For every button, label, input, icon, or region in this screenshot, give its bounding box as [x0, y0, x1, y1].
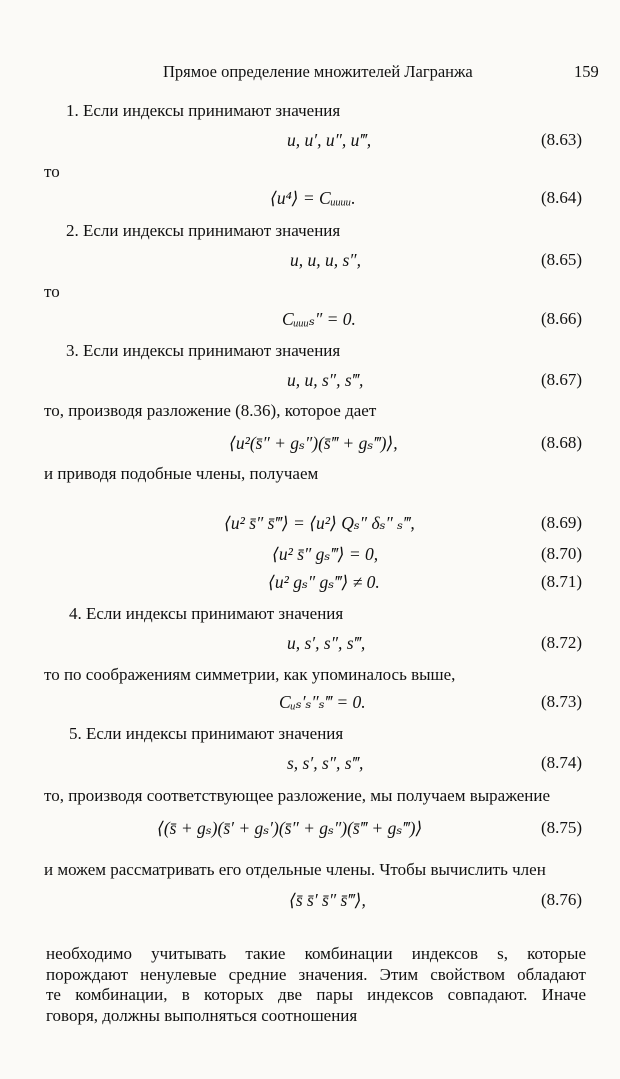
paragraph-line: говоря, должны выполняться соотношения [46, 1005, 358, 1025]
equation-number-8-74: (8.74) [541, 753, 583, 772]
paragraph-line: необходимо учитывать такие комбинации индексов s, которые [46, 944, 586, 963]
equation-number-8-68: (8.68) [541, 433, 583, 452]
equation-number-8-75: (8.75) [541, 818, 583, 837]
text-to-1: то [44, 162, 60, 181]
equation-8-76: ⟨s̄ s̄′ s̄″ s̄‴⟩, [289, 890, 366, 910]
closing-paragraph [46, 944, 586, 1026]
equation-number-8-65: (8.65) [541, 250, 583, 269]
list-item-4: 4. Если индексы принимают значения [69, 604, 344, 623]
list-item-1: 1. Если индексы принимают значения [66, 101, 341, 120]
paragraph-line: те комбинации, в которых две пары индексов совпадают. Иначе [46, 985, 586, 1004]
running-header-title: Прямое определение множителей Лагранжа [163, 62, 473, 81]
equation-number-8-70: (8.70) [541, 544, 583, 563]
equation-8-74: s, s′, s″, s‴, [287, 753, 364, 773]
text-line-after-8-72: то по соображениям симметрии, как упоминалось выше, [44, 665, 456, 684]
equation-8-70: ⟨u² s̄″ gₛ‴⟩ = 0, [272, 544, 379, 564]
equation-8-64: ⟨u⁴⟩ = Cᵤᵤᵤᵤ. [270, 188, 356, 208]
equation-8-73: Cᵤₛ′ₛ″ₛ‴ = 0. [279, 692, 366, 712]
equation-8-75: ⟨(s̄ + gₛ)(s̄′ + gₛ′)(s̄″ + gₛ″)(s̄‴ + gₛ‴)⟩ [157, 818, 423, 838]
equation-8-67: u, u, s″, s‴, [287, 370, 364, 390]
equation-number-8-67: (8.67) [541, 370, 583, 389]
text-line-after-8-74: то, производя соответствующее разложение, мы получаем выражение [44, 786, 551, 805]
equation-number-8-66: (8.66) [541, 309, 583, 328]
list-item-5: 5. Если индексы принимают значения [69, 724, 344, 743]
equation-8-72: u, s′, s″, s‴, [287, 633, 366, 653]
list-item-3: 3. Если индексы принимают значения [66, 341, 341, 360]
text-to-2: то [44, 282, 60, 301]
equation-number-8-76: (8.76) [541, 890, 583, 909]
equation-8-66: Cᵤᵤᵤₛ″ = 0. [282, 309, 356, 329]
equation-8-68: ⟨u²(s̄″ + gₛ″)(s̄‴ + gₛ‴)⟩, [229, 433, 398, 453]
page-number: 159 [574, 62, 599, 81]
equation-8-71: ⟨u² gₛ″ gₛ‴⟩ ≠ 0. [268, 572, 380, 592]
equation-number-8-72: (8.72) [541, 633, 583, 652]
equation-8-63: u, u′, u″, u‴, [287, 130, 372, 150]
equation-number-8-69: (8.69) [541, 513, 583, 532]
equation-8-69: ⟨u² s̄″ s̄‴⟩ = ⟨u²⟩ Qₛ″ δₛ″ ₛ‴, [224, 513, 415, 533]
list-item-2: 2. Если индексы принимают значения [66, 221, 341, 240]
equation-number-8-71: (8.71) [541, 572, 583, 591]
paragraph-line: порождают ненулевые средние значения. Этим свойством обладают [46, 964, 586, 984]
equation-8-65: u, u, u, s″, [290, 250, 361, 270]
text-line-after-8-75: и можем рассматривать его отдельные члены. Чтобы вычислить член [44, 860, 546, 879]
equation-number-8-63: (8.63) [541, 130, 583, 149]
equation-number-8-73: (8.73) [541, 692, 583, 711]
equation-number-8-64: (8.64) [541, 188, 583, 207]
text-line-after-8-67: то, производя разложение (8.36), которое дает [44, 401, 377, 420]
text-line-after-8-68: и приводя подобные члены, получаем [44, 464, 319, 483]
